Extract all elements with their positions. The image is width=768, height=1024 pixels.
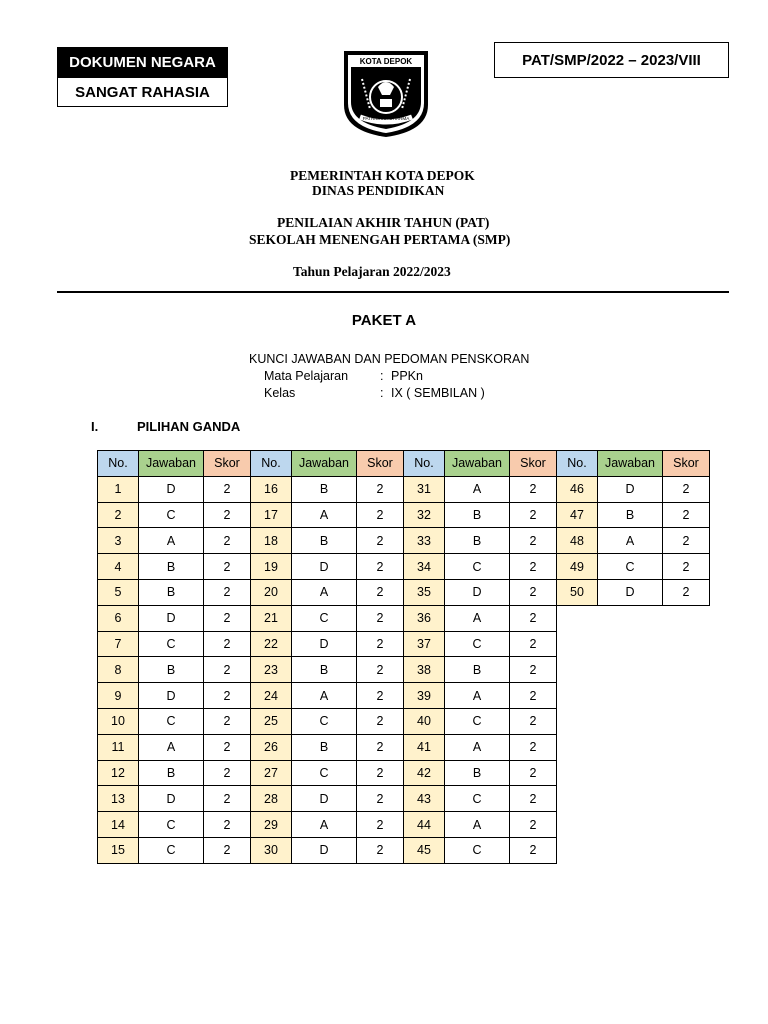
answer-cell: C (139, 708, 204, 734)
score-cell: 2 (357, 837, 404, 863)
table-row (98, 734, 710, 760)
question-number: 50 (557, 579, 598, 605)
score-cell: 2 (510, 579, 557, 605)
table-row (98, 786, 710, 812)
header-divider (57, 291, 729, 293)
empty-cell (598, 837, 663, 863)
score-cell: 2 (204, 605, 251, 631)
empty-cell (663, 837, 710, 863)
score-cell: 2 (204, 476, 251, 502)
score-cell: 2 (204, 528, 251, 554)
empty-cell (557, 812, 598, 838)
score-cell: 2 (663, 502, 710, 528)
score-cell: 2 (357, 605, 404, 631)
answer-cell: A (598, 528, 663, 554)
answer-cell: B (292, 476, 357, 502)
table-row (98, 502, 710, 528)
subject-separator: : (380, 369, 384, 383)
score-cell: 2 (357, 683, 404, 709)
class-separator: : (380, 386, 384, 400)
answer-cell: D (292, 837, 357, 863)
score-cell: 2 (204, 837, 251, 863)
answer-cell: A (292, 579, 357, 605)
score-cell: 2 (663, 554, 710, 580)
question-number: 44 (404, 812, 445, 838)
answer-cell: C (445, 631, 510, 657)
question-number: 19 (251, 554, 292, 580)
empty-cell (598, 760, 663, 786)
score-cell: 2 (204, 734, 251, 760)
score-cell: 2 (357, 657, 404, 683)
table-row (98, 631, 710, 657)
question-number: 40 (404, 708, 445, 734)
empty-cell (598, 708, 663, 734)
empty-cell (557, 683, 598, 709)
column-header-sk: Skor (357, 451, 404, 477)
score-cell: 2 (357, 708, 404, 734)
column-header-no: No. (557, 451, 598, 477)
question-number: 29 (251, 812, 292, 838)
document-code-box (494, 42, 729, 78)
question-number: 7 (98, 631, 139, 657)
answer-cell: C (292, 760, 357, 786)
empty-cell (598, 605, 663, 631)
answer-cell: A (292, 502, 357, 528)
answer-cell: B (445, 528, 510, 554)
logo-top-text: KOTA DEPOK (359, 57, 413, 66)
answer-cell: A (445, 605, 510, 631)
empty-cell (557, 786, 598, 812)
answer-cell: D (139, 476, 204, 502)
answer-cell: B (445, 657, 510, 683)
document-code: PAT/SMP/2022 – 2023/VIII (522, 51, 701, 69)
class-label: Kelas (264, 386, 296, 400)
score-cell: 2 (510, 605, 557, 631)
section-title: PILIHAN GANDA (137, 419, 241, 434)
score-cell: 2 (357, 528, 404, 554)
table-row (98, 476, 710, 502)
empty-cell (663, 760, 710, 786)
question-number: 14 (98, 812, 139, 838)
question-number: 24 (251, 683, 292, 709)
empty-cell (598, 812, 663, 838)
score-cell: 2 (510, 657, 557, 683)
question-number: 45 (404, 837, 445, 863)
logo-bottom-text: PATRICARA DHARMA (362, 116, 410, 121)
question-number: 38 (404, 657, 445, 683)
score-cell: 2 (204, 579, 251, 605)
answer-cell: C (445, 786, 510, 812)
score-cell: 2 (510, 837, 557, 863)
answer-cell: A (445, 476, 510, 502)
title-line-5: Tahun Pelajaran 2022/2023 (293, 264, 451, 279)
answer-cell: D (292, 631, 357, 657)
empty-cell (663, 734, 710, 760)
answer-cell: A (445, 812, 510, 838)
empty-cell (598, 786, 663, 812)
question-number: 46 (557, 476, 598, 502)
question-number: 37 (404, 631, 445, 657)
info-heading: KUNCI JAWABAN DAN PEDOMAN PENSKORAN (249, 352, 530, 366)
sangat-rahasia-badge (57, 77, 228, 107)
score-cell: 2 (510, 476, 557, 502)
answer-cell: C (139, 812, 204, 838)
answer-cell: C (139, 837, 204, 863)
empty-cell (663, 657, 710, 683)
answer-cell: D (139, 683, 204, 709)
question-number: 31 (404, 476, 445, 502)
question-number: 4 (98, 554, 139, 580)
score-cell: 2 (204, 631, 251, 657)
score-cell: 2 (357, 476, 404, 502)
answer-cell: A (445, 683, 510, 709)
table-row (98, 605, 710, 631)
empty-cell (557, 708, 598, 734)
column-header-no: No. (251, 451, 292, 477)
question-number: 8 (98, 657, 139, 683)
answer-cell: B (445, 502, 510, 528)
column-header-jw: Jawaban (292, 451, 357, 477)
answer-cell: B (292, 657, 357, 683)
score-cell: 2 (357, 579, 404, 605)
answer-cell: C (445, 837, 510, 863)
answer-cell: A (292, 683, 357, 709)
score-cell: 2 (510, 734, 557, 760)
score-cell: 2 (204, 657, 251, 683)
question-number: 18 (251, 528, 292, 554)
title-line-3: PENILAIAN AKHIR TAHUN (PAT) (277, 215, 490, 230)
answer-cell: B (598, 502, 663, 528)
column-header-sk: Skor (663, 451, 710, 477)
badge-bottom-label: SANGAT RAHASIA (75, 83, 210, 101)
score-cell: 2 (204, 760, 251, 786)
empty-cell (663, 683, 710, 709)
table-row (98, 708, 710, 734)
empty-cell (598, 683, 663, 709)
score-cell: 2 (204, 554, 251, 580)
answer-cell: D (598, 579, 663, 605)
answer-cell: D (139, 786, 204, 812)
answer-cell: B (139, 554, 204, 580)
question-number: 2 (98, 502, 139, 528)
score-cell: 2 (510, 683, 557, 709)
empty-cell (557, 657, 598, 683)
answer-cell: C (598, 554, 663, 580)
table-row (98, 812, 710, 838)
answer-cell: B (139, 760, 204, 786)
empty-cell (557, 760, 598, 786)
answer-cell: A (445, 734, 510, 760)
score-cell: 2 (510, 812, 557, 838)
question-number: 10 (98, 708, 139, 734)
answer-cell: C (292, 708, 357, 734)
question-number: 32 (404, 502, 445, 528)
question-number: 22 (251, 631, 292, 657)
question-number: 15 (98, 837, 139, 863)
answer-key-table (97, 450, 710, 864)
title-line-4: SEKOLAH MENENGAH PERTAMA (SMP) (249, 232, 511, 247)
question-number: 35 (404, 579, 445, 605)
table-row (98, 579, 710, 605)
column-header-jw: Jawaban (445, 451, 510, 477)
answer-cell: D (292, 554, 357, 580)
empty-cell (557, 734, 598, 760)
question-number: 27 (251, 760, 292, 786)
score-cell: 2 (357, 502, 404, 528)
table-row (98, 528, 710, 554)
question-number: 34 (404, 554, 445, 580)
score-cell: 2 (510, 708, 557, 734)
score-cell: 2 (204, 812, 251, 838)
question-number: 28 (251, 786, 292, 812)
score-cell: 2 (357, 631, 404, 657)
answer-cell: C (139, 502, 204, 528)
dokumen-negara-badge (57, 47, 228, 77)
question-number: 33 (404, 528, 445, 554)
question-number: 16 (251, 476, 292, 502)
answer-cell: B (139, 579, 204, 605)
score-cell: 2 (663, 476, 710, 502)
empty-cell (663, 605, 710, 631)
score-cell: 2 (204, 786, 251, 812)
question-number: 17 (251, 502, 292, 528)
empty-cell (598, 734, 663, 760)
table-header-row (98, 451, 710, 477)
question-number: 21 (251, 605, 292, 631)
score-cell: 2 (510, 502, 557, 528)
question-number: 47 (557, 502, 598, 528)
question-number: 9 (98, 683, 139, 709)
question-number: 43 (404, 786, 445, 812)
question-number: 23 (251, 657, 292, 683)
score-cell: 2 (510, 631, 557, 657)
empty-cell (598, 657, 663, 683)
table-row (98, 554, 710, 580)
answer-cell: B (292, 528, 357, 554)
table-row (98, 683, 710, 709)
question-number: 1 (98, 476, 139, 502)
score-cell: 2 (204, 708, 251, 734)
question-number: 6 (98, 605, 139, 631)
answer-cell: A (139, 528, 204, 554)
empty-cell (598, 631, 663, 657)
question-number: 49 (557, 554, 598, 580)
empty-cell (663, 708, 710, 734)
score-cell: 2 (510, 786, 557, 812)
question-number: 36 (404, 605, 445, 631)
question-number: 42 (404, 760, 445, 786)
answer-cell: B (139, 657, 204, 683)
question-number: 39 (404, 683, 445, 709)
answer-cell: C (445, 708, 510, 734)
score-cell: 2 (357, 760, 404, 786)
score-cell: 2 (510, 528, 557, 554)
score-cell: 2 (204, 502, 251, 528)
answer-key-body (98, 451, 710, 864)
question-number: 20 (251, 579, 292, 605)
column-header-sk: Skor (510, 451, 557, 477)
answer-cell: B (292, 734, 357, 760)
answer-cell: D (598, 476, 663, 502)
score-cell: 2 (204, 683, 251, 709)
title-line-1: PEMERINTAH KOTA DEPOK (290, 168, 475, 183)
table-row (98, 837, 710, 863)
score-cell: 2 (357, 554, 404, 580)
column-header-no: No. (404, 451, 445, 477)
score-cell: 2 (663, 528, 710, 554)
score-cell: 2 (357, 812, 404, 838)
answer-cell: D (139, 605, 204, 631)
table-row (98, 657, 710, 683)
score-cell: 2 (663, 579, 710, 605)
question-number: 11 (98, 734, 139, 760)
score-cell: 2 (357, 734, 404, 760)
column-header-jw: Jawaban (139, 451, 204, 477)
answer-cell: C (445, 554, 510, 580)
empty-cell (663, 786, 710, 812)
question-number: 41 (404, 734, 445, 760)
question-number: 30 (251, 837, 292, 863)
empty-cell (557, 631, 598, 657)
empty-cell (557, 605, 598, 631)
column-header-sk: Skor (204, 451, 251, 477)
column-header-jw: Jawaban (598, 451, 663, 477)
score-cell: 2 (357, 786, 404, 812)
question-number: 13 (98, 786, 139, 812)
answer-cell: C (139, 631, 204, 657)
question-number: 25 (251, 708, 292, 734)
score-cell: 2 (510, 760, 557, 786)
class-value: IX ( SEMBILAN ) (391, 386, 485, 400)
section-number: I. (91, 419, 99, 434)
table-row (98, 760, 710, 786)
paket-title: PAKET A (351, 312, 417, 329)
answer-cell: C (292, 605, 357, 631)
empty-cell (663, 812, 710, 838)
subject-label: Mata Pelajaran (264, 369, 349, 383)
title-line-2: DINAS PENDIDIKAN (312, 183, 445, 198)
answer-cell: D (292, 786, 357, 812)
empty-cell (663, 631, 710, 657)
answer-cell: B (445, 760, 510, 786)
answer-cell: D (445, 579, 510, 605)
question-number: 26 (251, 734, 292, 760)
question-number: 12 (98, 760, 139, 786)
question-number: 48 (557, 528, 598, 554)
kota-depok-emblem-icon (340, 47, 432, 139)
empty-cell (557, 837, 598, 863)
answer-cell: A (139, 734, 204, 760)
score-cell: 2 (510, 554, 557, 580)
question-number: 5 (98, 579, 139, 605)
subject-value: PPKn (391, 369, 423, 383)
question-number: 3 (98, 528, 139, 554)
answer-cell: A (292, 812, 357, 838)
column-header-no: No. (98, 451, 139, 477)
badge-top-label: DOKUMEN NEGARA (69, 53, 216, 71)
